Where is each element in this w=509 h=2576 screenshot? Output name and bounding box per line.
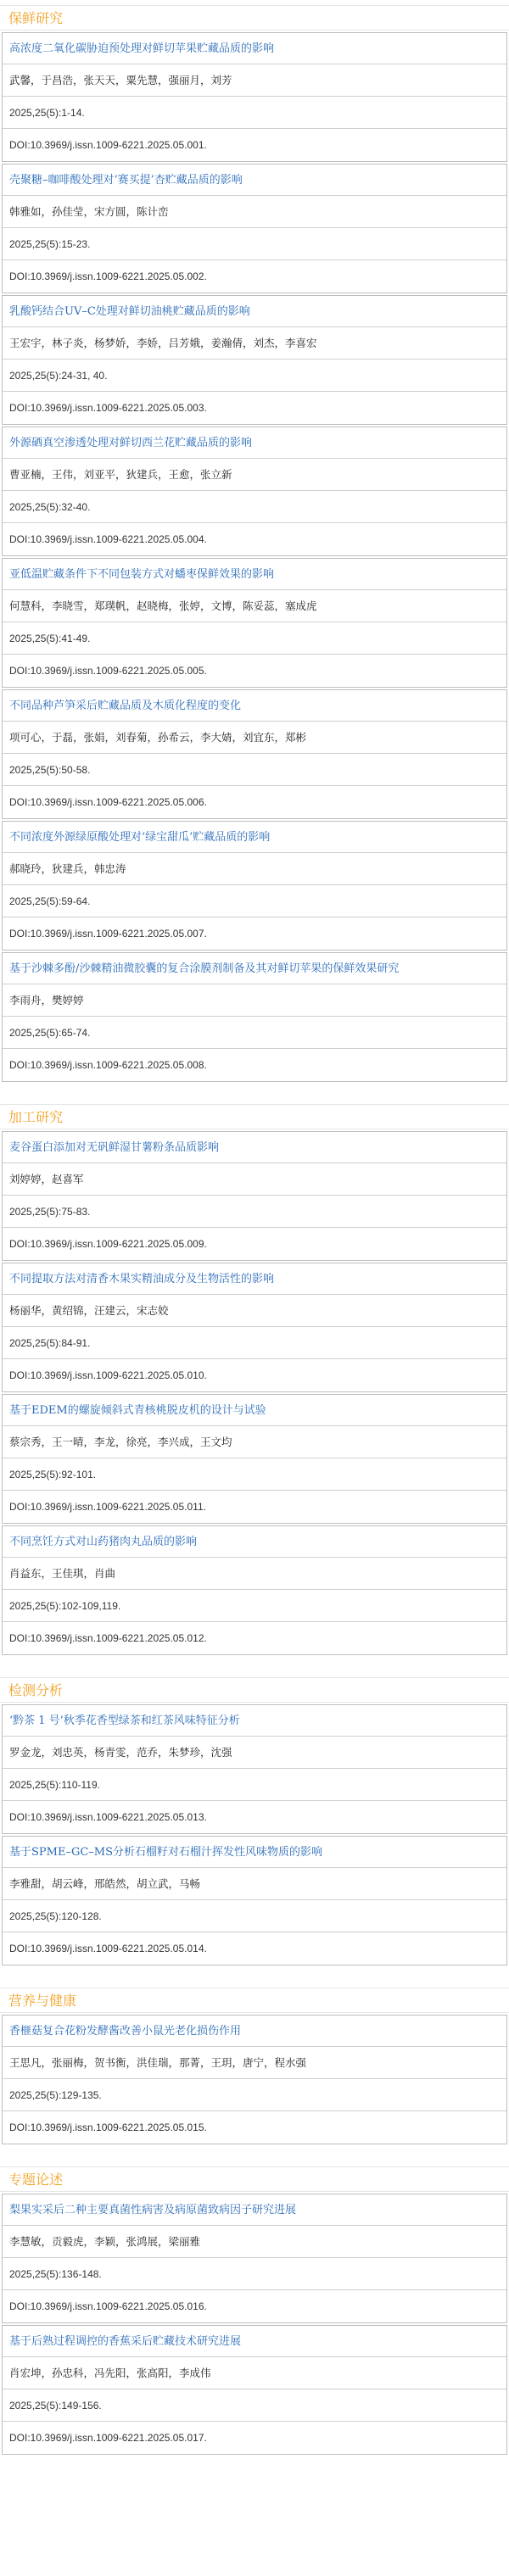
table-of-contents [0,5,509,2455]
article-authors: 王宏宇，林子炎，杨梦娇，李娇，吕芳娥，姜瀚倩，刘杰，李喜宏 [3,327,506,360]
article-title-link[interactable]: 基于SPME–GC–MS分析石榴籽对石榴汁挥发性风味物质的影响 [3,1837,506,1868]
article-citation: 2025,25(5):1-14. [3,97,506,129]
article-citation: 2025,25(5):65-74. [3,1017,506,1049]
section-title: 检测分析 [0,1677,509,1703]
article-citation: 2025,25(5):149-156. [3,2389,506,2422]
article-doi: DOI:10.3969/j.issn.1009-6221.2025.05.011. [9,1501,206,1513]
article-entry [2,1525,507,1655]
article-entry [2,2194,507,2323]
article-authors: 肖宏坤，孙忠科，冯先阳，张高阳，李成伟 [3,2357,506,2389]
article-entry [2,1836,507,1965]
article-title-link[interactable]: 梨果实采后二种主要真菌性病害及病原菌致病因子研究进展 [3,2194,506,2226]
article-title-link[interactable]: 不同品种芦笋采后贮藏品质及木质化程度的变化 [3,690,506,722]
article-doi: DOI:10.3969/j.issn.1009-6221.2025.05.017. [9,2432,207,2444]
article-doi: DOI:10.3969/j.issn.1009-6221.2025.05.004. [9,533,207,545]
article-title-link[interactable]: 不同浓度外源绿原酸处理对‘绿宝甜瓜’贮藏品质的影响 [3,822,506,853]
article-doi: DOI:10.3969/j.issn.1009-6221.2025.05.005. [9,665,207,677]
article-doi: DOI:10.3969/j.issn.1009-6221.2025.05.015. [9,2122,207,2133]
article-entry [2,558,507,688]
toc-section [0,1988,509,2144]
article-entry [2,952,507,1082]
article-authors: 杨丽华，黄绍锦，汪建云，宋志姣 [3,1295,506,1327]
article-doi: DOI:10.3969/j.issn.1009-6221.2025.05.008. [9,1059,207,1071]
article-title-link[interactable]: 香榧菇复合花粉发酵酱改善小鼠光老化损伤作用 [3,2016,506,2047]
article-title-link[interactable]: 基于后熟过程调控的香蕉采后贮藏技术研究进展 [3,2326,506,2357]
article-title-link[interactable]: 基于沙棘多酚/沙棘精油微胶囊的复合涂膜剂制备及其对鲜切苹果的保鲜效果研究 [3,953,506,984]
article-citation: 2025,25(5):84-91. [3,1327,506,1359]
article-citation: 2025,25(5):102-109,119. [3,1590,506,1622]
article-doi: DOI:10.3969/j.issn.1009-6221.2025.05.002. [9,270,207,282]
article-list [0,1704,509,1965]
article-authors: 何慧科，李晓雪，郑璞帆，赵晓梅，张婷，文博，陈妥蕊，塞成虎 [3,590,506,622]
article-entry [2,1394,507,1524]
article-doi: DOI:10.3969/j.issn.1009-6221.2025.05.003. [9,402,207,414]
section-title: 保鲜研究 [0,5,509,31]
article-authors: 李慧敏，贡毅虎，李颖，张鸿展，梁丽雅 [3,2226,506,2258]
article-doi: DOI:10.3969/j.issn.1009-6221.2025.05.016. [9,2300,207,2312]
article-authors: 项可心，于磊，张娟，刘春菊，孙希云，李大婧，刘宜东，郑彬 [3,722,506,754]
article-doi: DOI:10.3969/j.issn.1009-6221.2025.05.001. [9,139,207,151]
article-authors: 蔡宗秀，王一晴，李龙，徐亮，李兴成，王文均 [3,1426,506,1458]
toc-section [0,2166,509,2455]
article-title-link[interactable]: 不同提取方法对清香木果实精油成分及生物活性的影响 [3,1263,506,1295]
article-doi: DOI:10.3969/j.issn.1009-6221.2025.05.009. [9,1238,207,1250]
toc-section [0,1677,509,1965]
article-authors: 郝晓玲，狄建兵，韩忠涛 [3,853,506,885]
article-entry [2,2015,507,2144]
article-citation: 2025,25(5):129-135. [3,2079,506,2111]
article-citation: 2025,25(5):15-23. [3,228,506,260]
section-title: 专题论述 [0,2166,509,2192]
article-entry [2,427,507,556]
article-authors: 曹亚楠，王伟，刘亚平，狄建兵，王愈，张立新 [3,459,506,491]
article-citation: 2025,25(5):32-40. [3,491,506,523]
article-citation: 2025,25(5):41-49. [3,622,506,655]
article-title-link[interactable]: 乳酸钙结合UV–C处理对鲜切油桃贮藏品质的影响 [3,296,506,327]
section-title: 加工研究 [0,1104,509,1129]
article-authors: 李雅甜，胡云峰，邢皓然，胡立武，马畅 [3,1868,506,1900]
article-title-link[interactable]: 亚低温贮藏条件下不同包装方式对蟠枣保鲜效果的影响 [3,559,506,590]
article-doi: DOI:10.3969/j.issn.1009-6221.2025.05.010. [9,1369,207,1381]
article-authors: 李雨舟，樊婷婷 [3,984,506,1017]
article-title-link[interactable]: 麦谷蛋白添加对无矾鲜湿甘薯粉条品质影响 [3,1132,506,1163]
article-citation: 2025,25(5):92-101. [3,1458,506,1491]
article-doi: DOI:10.3969/j.issn.1009-6221.2025.05.013. [9,1811,207,1823]
article-title-link[interactable]: 不同烹饪方式对山药猪肉丸品质的影响 [3,1526,506,1558]
article-title-link[interactable]: ‘黔茶 1 号’秋季花香型绿茶和红茶风味特征分析 [3,1705,506,1737]
article-entry [2,1131,507,1261]
article-citation: 2025,25(5):75-83. [3,1196,506,1228]
article-entry [2,689,507,819]
article-title-link[interactable]: 外源硒真空渗透处理对鲜切西兰花贮藏品质的影响 [3,427,506,459]
toc-section [0,5,509,1082]
article-citation: 2025,25(5):136-148. [3,2258,506,2290]
article-entry [2,821,507,951]
article-authors: 肖益东，王佳琪，肖曲 [3,1558,506,1590]
article-entry [2,1704,507,1834]
article-list [0,1131,509,1655]
article-authors: 王思凡，张丽梅，贺书衡，洪佳瑞，那菁，王玥，唐宁，程水强 [3,2047,506,2079]
article-citation: 2025,25(5):120-128. [3,1900,506,1932]
article-doi: DOI:10.3969/j.issn.1009-6221.2025.05.006. [9,796,207,808]
article-title-link[interactable]: 壳聚糖–咖啡酸处理对‘赛买提’杏贮藏品质的影响 [3,164,506,196]
article-authors: 韩雅如，孙佳莹，宋方圆，陈计峦 [3,196,506,228]
article-authors: 武馨，于昌浩，张天天，粟先慧，强丽月，刘芳 [3,64,506,97]
article-entry [2,295,507,425]
article-list [0,2194,509,2455]
article-entry [2,1263,507,1392]
article-list [0,2015,509,2144]
article-doi: DOI:10.3969/j.issn.1009-6221.2025.05.014. [9,1943,207,1954]
toc-section [0,1104,509,1655]
article-list [0,32,509,1082]
article-authors: 罗金龙，刘忠英，杨青雯，范乔，朱梦珍，沈强 [3,1737,506,1769]
article-title-link[interactable]: 基于EDEM的螺旋倾斜式青核桃脱皮机的设计与试验 [3,1395,506,1426]
section-title: 营养与健康 [0,1988,509,2013]
article-title-link[interactable]: 高浓度二氧化碳胁迫预处理对鲜切苹果贮藏品质的影响 [3,33,506,64]
article-citation: 2025,25(5):110-119. [3,1769,506,1801]
article-entry [2,2325,507,2455]
article-entry [2,32,507,162]
article-citation: 2025,25(5):24-31, 40. [3,360,506,392]
article-citation: 2025,25(5):59-64. [3,885,506,917]
article-authors: 刘婷婷，赵喜军 [3,1163,506,1196]
article-citation: 2025,25(5):50-58. [3,754,506,786]
article-doi: DOI:10.3969/j.issn.1009-6221.2025.05.012. [9,1632,207,1644]
article-entry [2,164,507,293]
article-doi: DOI:10.3969/j.issn.1009-6221.2025.05.007. [9,928,207,940]
